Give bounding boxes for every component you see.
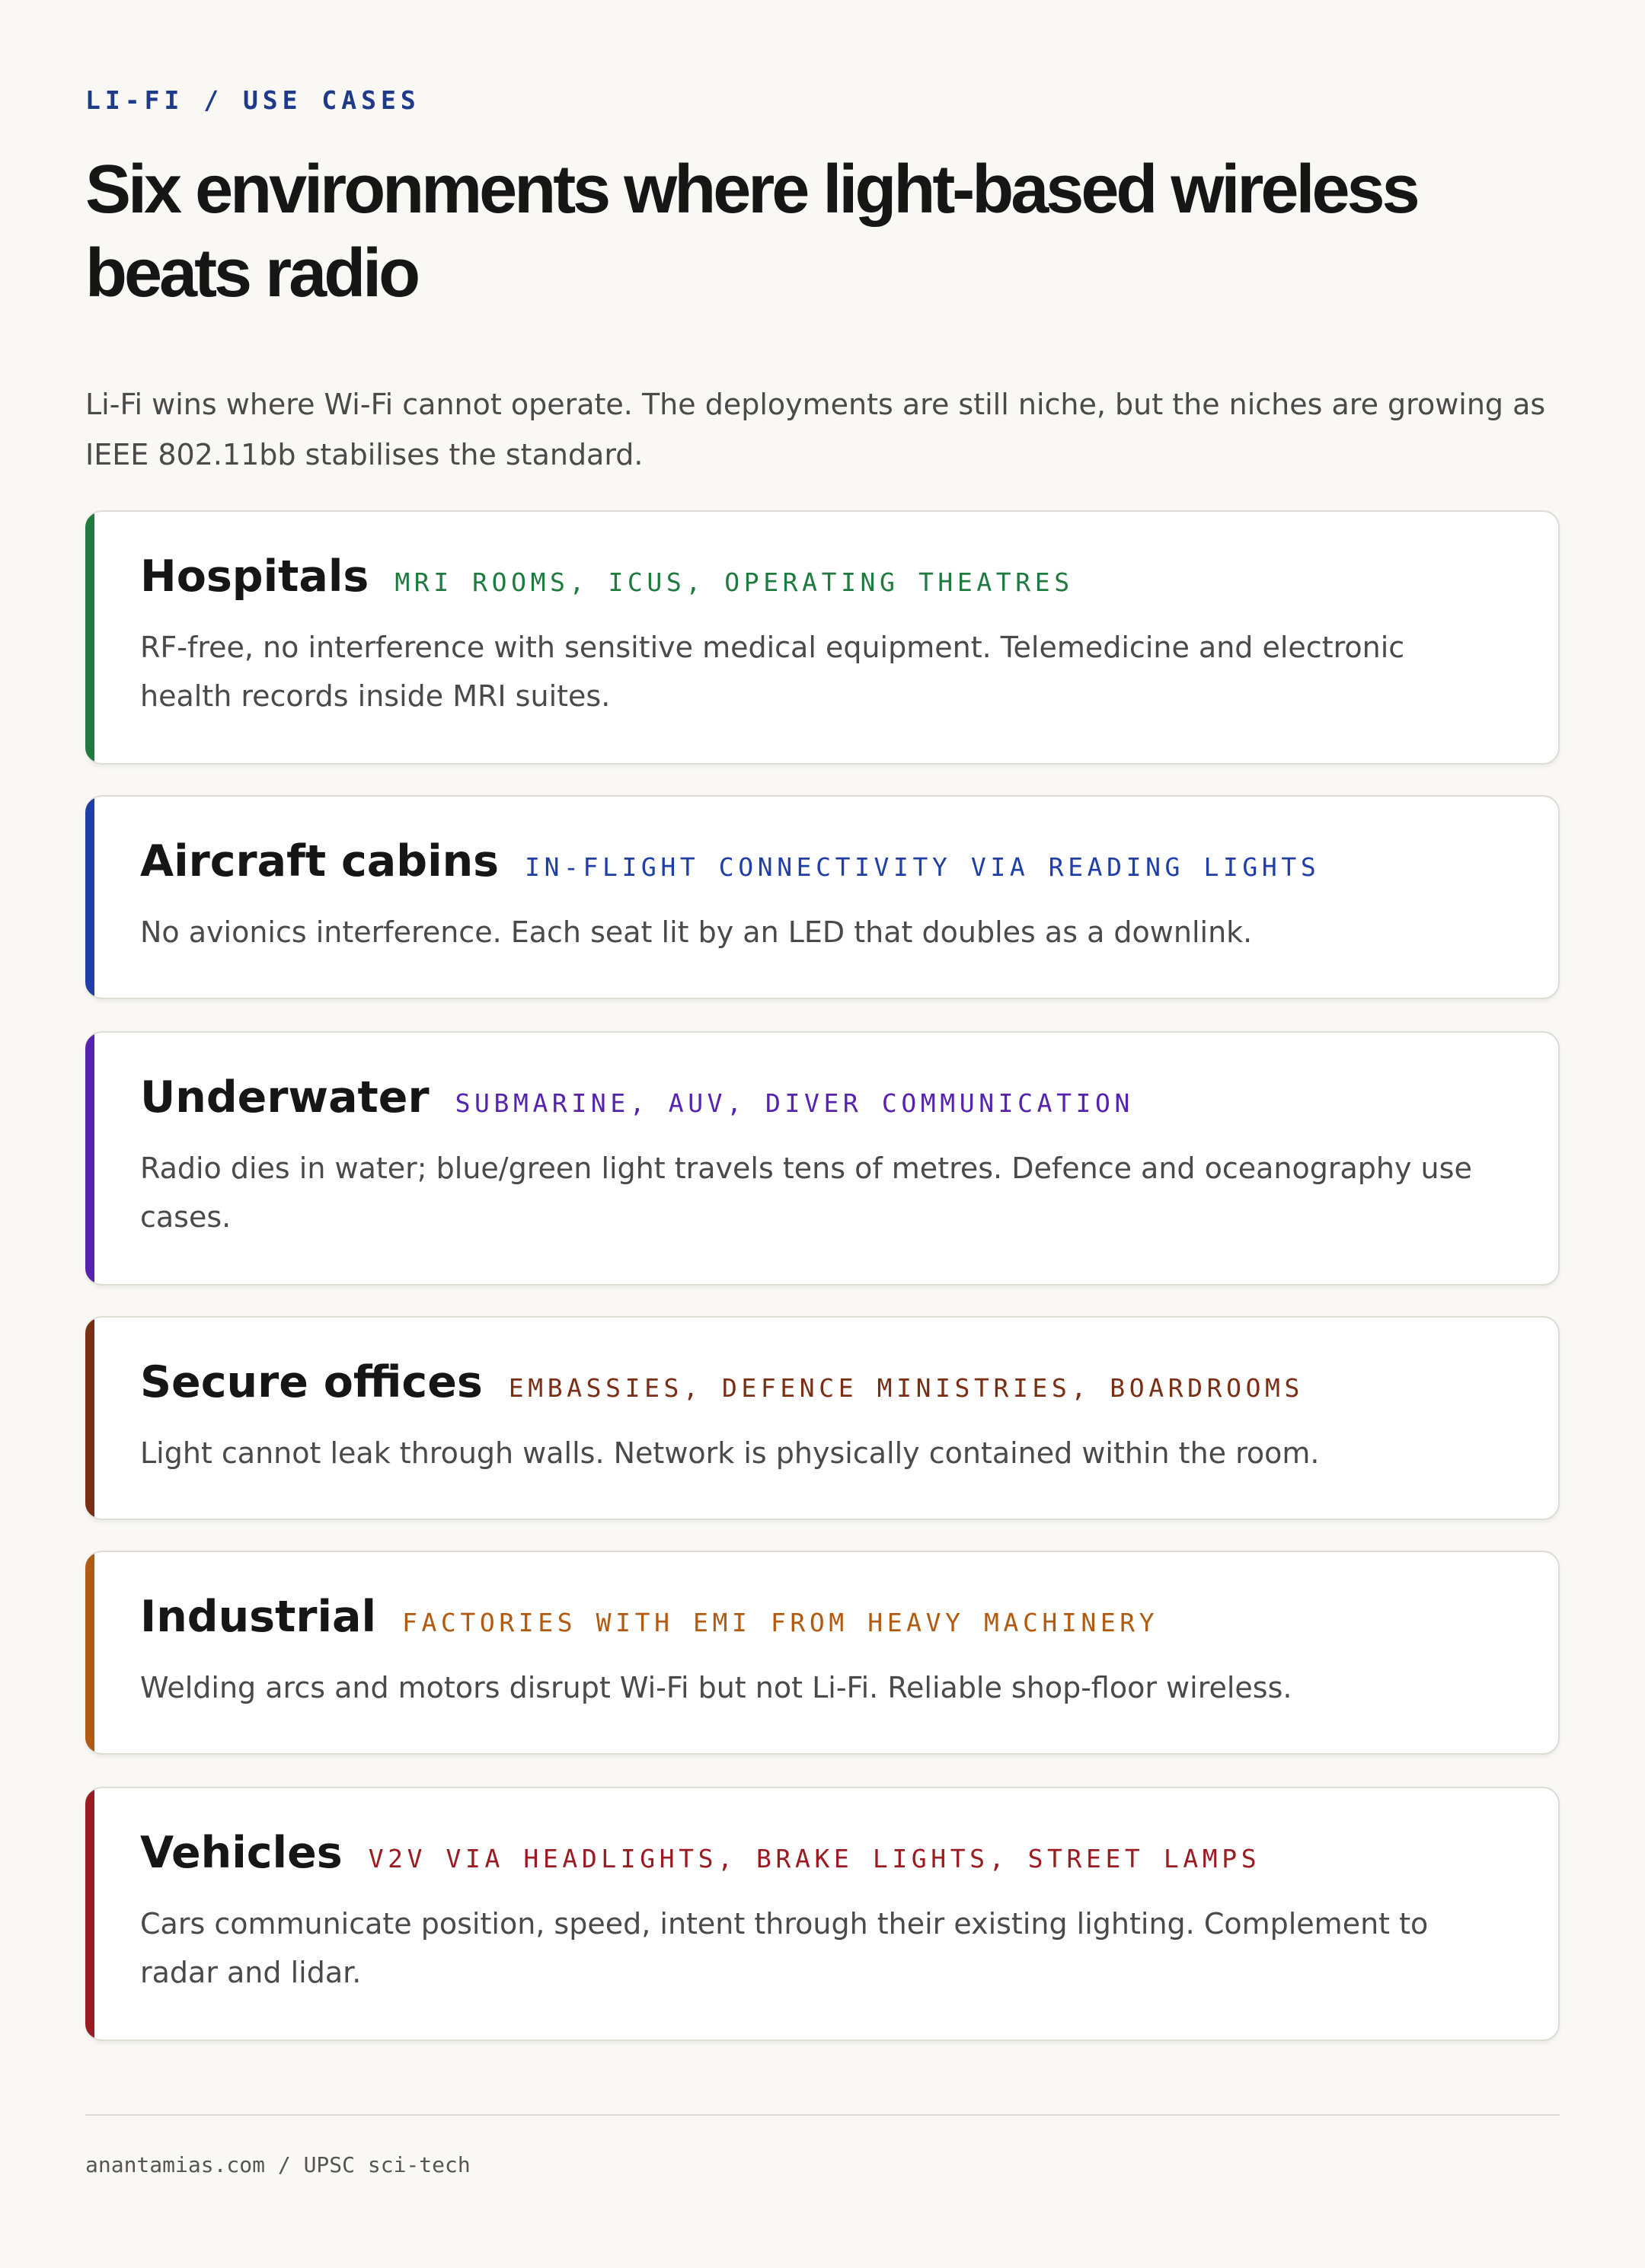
page-title: Six environments where light-based wireless beats radio — [85, 152, 1417, 311]
card-title: Secure offices — [140, 1357, 483, 1407]
card-accent-bar — [85, 1033, 94, 1284]
card-title: Aircraft cabins — [140, 836, 500, 886]
card-tag: V2V VIA HEADLIGHTS, BRAKE LIGHTS, STREET LAMPS — [368, 1844, 1261, 1873]
card-description: Cars communicate position, speed, intent through their existing lighting. Complement to radar and lidar. — [140, 1907, 1429, 1989]
card-tag: FACTORIES WITH EMI FROM HEAVY MACHINERY — [402, 1608, 1159, 1637]
card-accent-bar — [85, 1552, 94, 1753]
card-tag: MRI ROOMS, ICUS, OPERATING THEATRES — [394, 567, 1074, 597]
card-accent-bar — [85, 1318, 94, 1519]
card-description: No avionics interference. Each seat lit by an LED that doubles as a downlink. — [140, 915, 1253, 949]
use-case-card-secure-offices — [85, 1316, 1560, 1520]
card-heading — [140, 1828, 1260, 1878]
card-title: Underwater — [140, 1072, 430, 1123]
card-title: Hospitals — [140, 551, 369, 602]
card-tag: SUBMARINE, AUV, DIVER COMMUNICATION — [455, 1088, 1134, 1118]
card-title: Industrial — [140, 1592, 376, 1642]
intro-paragraph: Li-Fi wins where Wi-Fi cannot operate. The deployments are still niche, but the niches are growing as IEEE 802.11bb stabilises the standard. — [85, 388, 1546, 471]
card-tag: EMBASSIES, DEFENCE MINISTRIES, BOARDROOMS — [508, 1373, 1304, 1403]
eyebrow-label: LI-FI / USE CASES — [85, 85, 420, 115]
footer-divider — [85, 2114, 1560, 2116]
card-accent-bar — [85, 797, 94, 998]
use-case-card-industrial — [85, 1551, 1560, 1755]
use-case-card-vehicles — [85, 1787, 1560, 2041]
card-description: Light cannot leak through walls. Network is physically contained within the room. — [140, 1436, 1320, 1470]
card-accent-bar — [85, 1788, 94, 2040]
card-description: RF-free, no interference with sensitive medical equipment. Telemedicine and electronic health records inside MRI suites. — [140, 631, 1405, 713]
use-case-card-underwater — [85, 1031, 1560, 1286]
card-heading — [140, 836, 1320, 886]
card-heading — [140, 1357, 1304, 1407]
card-accent-bar — [85, 512, 94, 763]
use-case-card-aircraft-cabins — [85, 795, 1560, 999]
card-tag: IN-FLIGHT CONNECTIVITY VIA READING LIGHTS — [525, 852, 1321, 882]
card-heading — [140, 1592, 1158, 1642]
card-description: Welding arcs and motors disrupt Wi-Fi but not Li-Fi. Reliable shop-floor wireless. — [140, 1671, 1292, 1704]
card-heading — [140, 1072, 1134, 1123]
card-heading — [140, 551, 1074, 602]
card-title: Vehicles — [140, 1828, 343, 1878]
card-description: Radio dies in water; blue/green light travels tens of metres. Defence and oceanography use cases. — [140, 1152, 1472, 1234]
footer-credit: anantamias.com / UPSC sci-tech — [85, 2152, 471, 2177]
use-case-card-hospitals — [85, 510, 1560, 765]
